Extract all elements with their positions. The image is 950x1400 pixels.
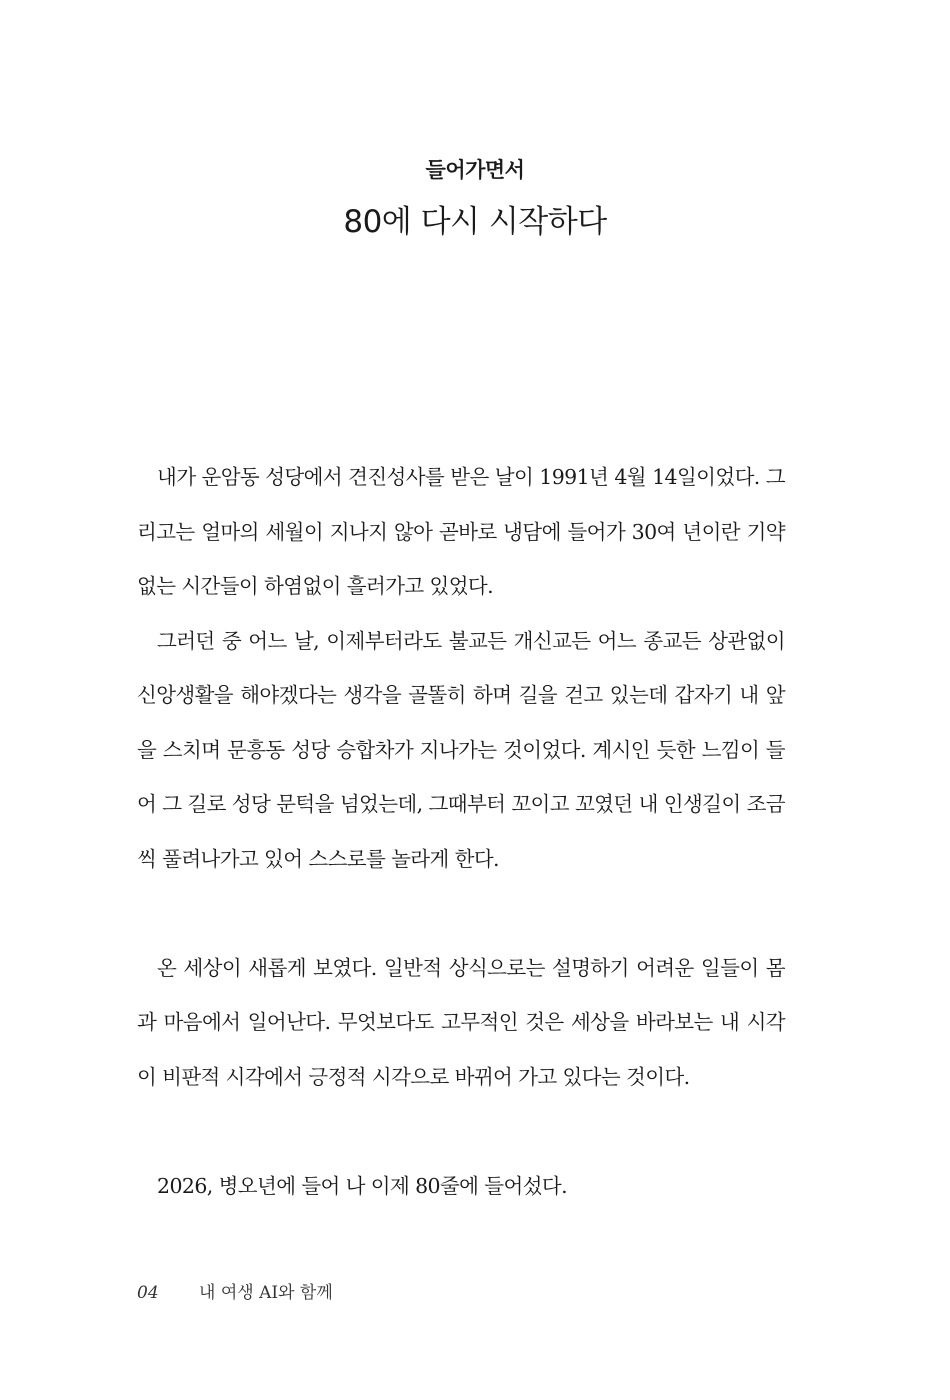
chapter-title: 80에 다시 시작하다 xyxy=(343,204,607,240)
page-number: 04 xyxy=(137,1283,159,1303)
paragraph-3: 온 세상이 새롭게 보였다. 일반적 상식으로는 설명하기 어려운 일들이 몸과 마음에서 일어난다. 무엇보다도 고무적인 것은 세상을 바라보는 내 시각이 비판적 시각에서 긍정적 시각으로 바뀌어 가고 있다는 것이다. xyxy=(137,955,785,1089)
running-book-title: 내 여생 AI와 함께 xyxy=(199,1283,333,1303)
paragraph-gap xyxy=(137,1104,785,1159)
heading-block xyxy=(0,150,950,244)
paragraph-1: 내가 운암동 성당에서 견진성사를 받은 날이 1991년 4월 14일이었다. 그리고는 얼마의 세월이 지나지 않아 곧바로 냉담에 들어가 30여 년이란 기약 없는 시간들이 하염없이 흘러가고 있었다. xyxy=(137,465,785,598)
paragraph-2: 그러던 중 어느 날, 이제부터라도 불교든 개신교든 어느 종교든 상관없이 신앙생활을 해야겠다는 생각을 골똘히 하며 길을 걷고 있는데 갑자기 내 앞을 스치며 문흥동 성당 승합차가 지나가는 것이었다. 계시인 듯한 느낌이 들어 그 길로 성당 문턱을 넘었는데, 그때부터 꼬이고 꼬였던 내 인생길이 조금씩 풀려나가고 있어 스스로를 놀라게 한다. xyxy=(137,628,785,871)
paragraph-4: 2026, 병오년에 들어 나 이제 80줄에 들어섰다. xyxy=(157,1173,568,1198)
page-footer xyxy=(137,1280,333,1306)
paragraph-gap xyxy=(137,886,785,941)
body-text xyxy=(137,450,785,1213)
section-kicker: 들어가면서 xyxy=(425,158,525,182)
